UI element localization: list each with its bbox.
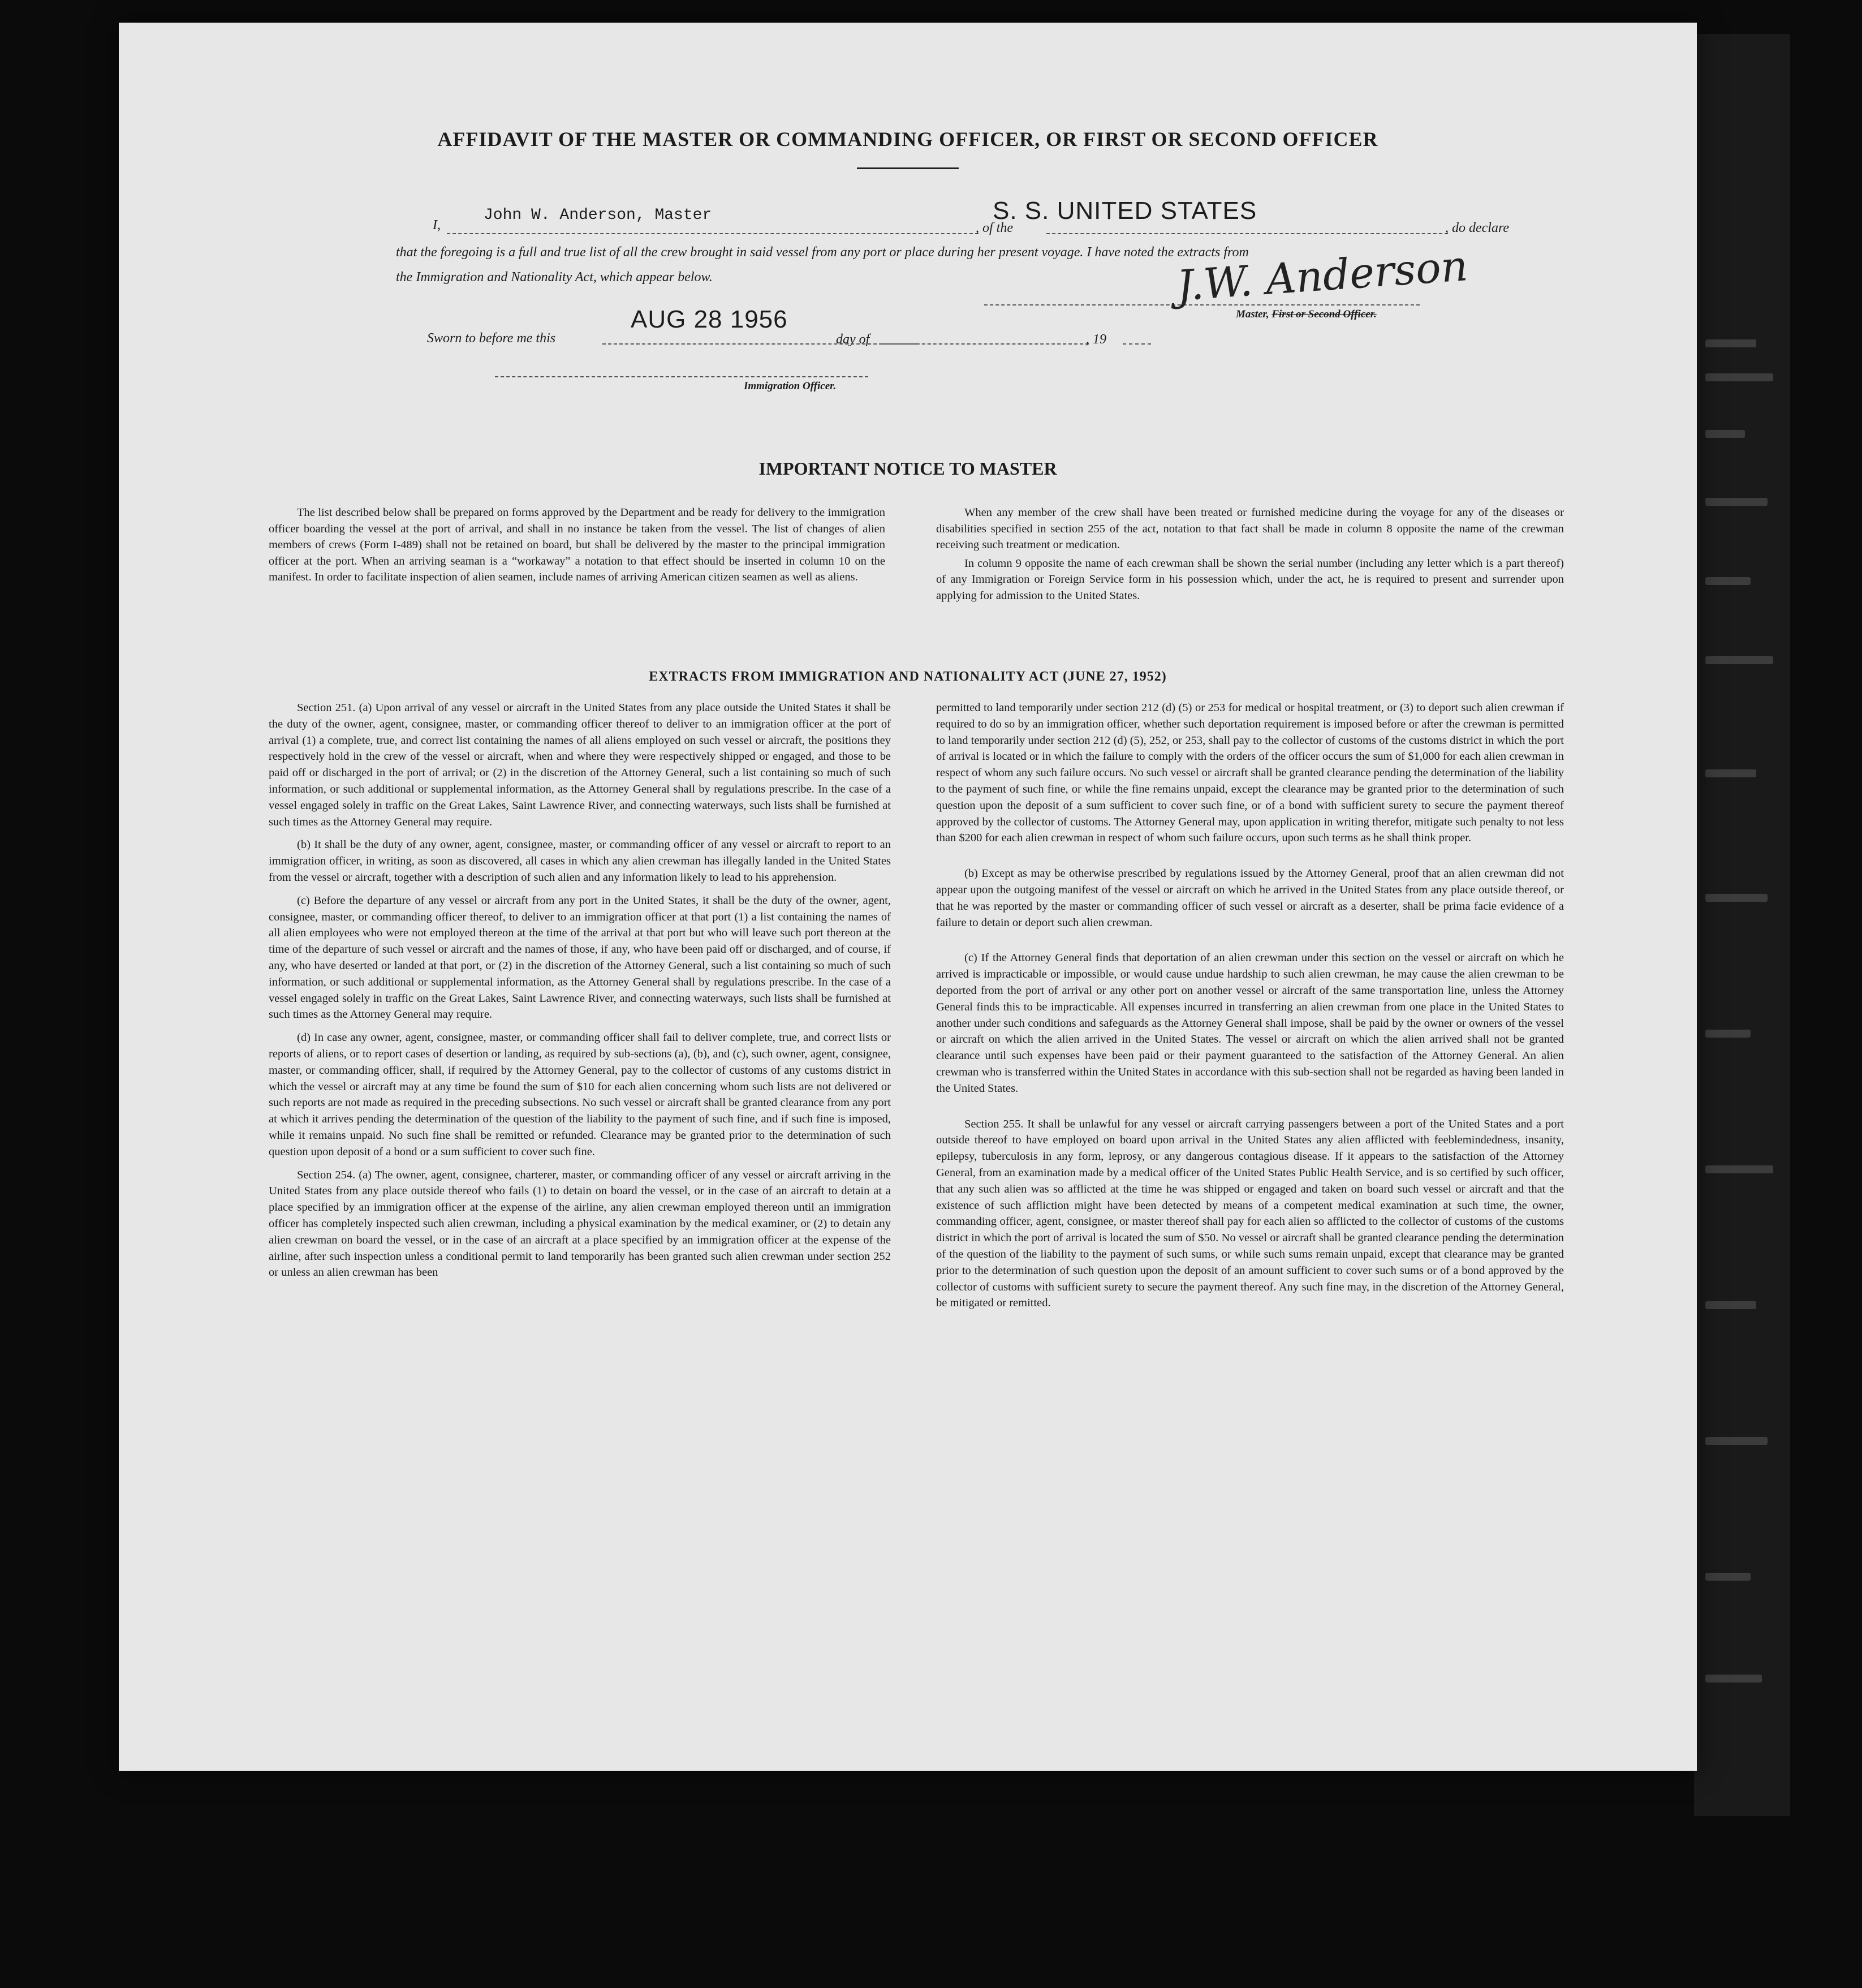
notice-left-column (269, 505, 885, 588)
affidavit-title: AFFIDAVIT OF THE MASTER OR COMMANDING OFFICER, OR FIRST OR SECOND OFFICER (437, 128, 1378, 150)
vessel-name-stamp: S. S. UNITED STATES (993, 197, 1257, 225)
immigration-officer-label: Immigration Officer. (744, 380, 837, 392)
signature-caption-master: Master, (1236, 308, 1269, 320)
notice-right-column (936, 505, 1564, 606)
notice-right-paragraph-1: When any member of the crew shall have been treated or furnished medicine during the voyage for any of the diseases or disabilities specified in section 255 of the act, notation to that fact shall be made in column 8 opposite the name of the crewman receiving such treatment or medication. (936, 506, 1564, 552)
title-divider (857, 167, 959, 169)
master-signature: J.W. Anderson (1175, 242, 1469, 311)
notice-title: IMPORTANT NOTICE TO MASTER (758, 458, 1057, 479)
section-255: Section 255. It shall be unlawful for any vessel or aircraft carrying passengers between a port of the United States and a port outside thereof to have employed on board upon arrival in the United States any alien afflicted with feeblemindedness, insanity, epilepsy, tuberculosis in any form, leprosy, or any dangerous contagious disease. If it appears to the satisfaction of the Attorney General, from an examination made by a medical officer of the United States Public Health Service, and is so certified by such officer, that any such alien was so afflicted at the time he was shipped or engaged and taken on board such vessel or aircraft and that the existence of such affliction might have been detected by means of a competent medical examination at such time, the owner, commanding officer, agent, consignee, or master thereof shall pay for each alien so afflicted to the collector of customs of the customs district in which the port of arrival is located the sum of $50. No vessel or aircraft shall be granted clearance pending the determination of the question of the liability to the payment of such sums, or while such sums remain unpaid, except that clearance may be granted prior to the determination of such question upon the deposit of an amount sufficient to cover such sums or of a bond approved by the collector of customs with sufficient surety to secure the payment thereof. Any such fine may, in the discretion of the Attorney General, be mitigated or remitted. (936, 1117, 1564, 1310)
vessel-line (1046, 233, 1448, 234)
sworn-label: Sworn to before me this (427, 331, 556, 346)
month-line (882, 343, 1089, 345)
section-251-c: (c) Before the departure of any vessel or aircraft from any port in the United States, it shall be the duty of the owner, agent, consignee, master, or commanding officer thereof, to deliver to an immigration officer at that port (1) a list containing the names of all alien employees who were not employed thereon at the time of the arrival at that port but who will leave such port thereon at the time of the departure of such vessel or aircraft and the names of those, if any, who have been paid off or discharged, and of course, if any, who have deserted or landed at that port, or (2) in the discretion of the Attorney General, such a list containing so much of such information, or such additional or supplemental information, as the Attorney General shall by regulations prescribe. In the case of a vessel engaged solely in traffic on the Great Lakes, Saint Lawrence River, and connecting waterways, such lists shall be furnished at such times as the Attorney General may require. (269, 894, 891, 1021)
signature-caption-struck: First or Second Officer. (1271, 308, 1377, 320)
master-name-typed: John W. Anderson, Master (484, 206, 712, 224)
document-page (119, 23, 1697, 1771)
notice-right-paragraph-2: In column 9 opposite the name of each crewman shall be shown the serial number (including any letter which is a part thereof) of any Immigration or Foreign Service form in his possession which, under the act, he is required to present and surrender upon applying for admission to the United States. (936, 557, 1564, 602)
section-254-a-continued: permitted to land temporarily under section 212 (d) (5) or 253 for medical or hospital treatment, or (3) to deport such alien crewman if required to do so by an immigration officer, whether such deportation requirement is imposed before or after the crewman is permitted to land temporarily under section 212 (d) (5), 252, or 253, shall pay to the collector of customs of the customs district in which the port of arrival is located or in which the failure to comply with the orders of the officer occurs the sum of $1,000 for each alien crewman in respect of whom any such failure occurs. No such vessel or aircraft shall be granted clearance pending the determination of the liability to the payment of such fine, or while the fine remains unpaid, except the clearance may be granted prior to the determination of such question upon the deposit of a sum sufficient to cover such fine, or of a bond with sufficient surety to secure the payment thereof approved by the collector of customs. The Attorney General may, upon application in writing therefor, mitigate such penalty to not less than $200 for each alien crewman in respect of whom such failure occurs, upon such terms as he shall think proper. (936, 702, 1564, 845)
extracts-left-column (269, 700, 891, 1288)
extracts-right-column (936, 700, 1564, 1318)
signature-caption (1236, 308, 1377, 321)
section-251-a: Section 251. (a) Upon arrival of any vessel or aircraft in the United States from any place outside the United States it shall be the duty of the owner, agent, consignee, master, or commanding officer thereof to deliver to an immigration officer at the port of arrival (1) a complete, true, and correct list containing the names of all aliens employed on such vessel or aircraft, the positions they respectively hold in the crew of the vessel or aircraft, when and where they were respectively shipped or engaged, and those to be paid off or discharged in the port of arrival; or (2) in the discretion of the Attorney General, such a list containing so much of such information, or such additional or supplemental information, as the Attorney General shall by regulations prescribe. In the case of a vessel engaged solely in traffic on the Great Lakes, Saint Lawrence River, and connecting waterways, such lists shall be furnished at such times as the Attorney General may require. (269, 702, 891, 828)
section-254-c: (c) If the Attorney General finds that deportation of an alien crewman under this section on the vessel or aircraft on which he arrived is impracticable or impossible, or would cause undue hardship to such alien crewman, he may cause the alien crewman to be deported from the port of arrival or any other port on another vessel or aircraft of the same transportation line, unless the Attorney General finds this to be impracticable. All expenses incurred in transferring an alien crewman from one place in the United States to another under such conditions and safeguards as the Attorney General shall impose, shall be paid by the owner or owners of the vessel or aircraft on which the alien arrived in the United States. The vessel or aircraft on which the alien arrived shall not be granted clearance until such expenses have been paid or their payment guaranteed to the satisfaction of the Attorney General. An alien crewman who is transferred within the United States in accordance with this sub-section shall not be regarded as having been landed in the United States. (936, 952, 1564, 1095)
immigration-officer-line (495, 376, 868, 377)
year-label: , 19 (1086, 332, 1106, 347)
section-251-b: (b) It shall be the duty of any owner, agent, consignee, master, or commanding officer of any vessel or aircraft to report to an immigration officer, in writing, as soon as discovered, all cases in which any alien crewman has illegally landed in the United States from the vessel or aircraft, together with a description of such alien and any information likely to lead to his apprehension. (269, 838, 891, 884)
extracts-title: EXTRACTS FROM IMMIGRATION AND NATIONALITY ACT (JUNE 27, 1952) (649, 669, 1167, 684)
day-of-label: day of (836, 332, 870, 347)
section-254-a: Section 254. (a) The owner, agent, consignee, charterer, master, or commanding officer of any vessel or aircraft arriving in the United States from any place outside thereof who fails (1) to detain on board the vessel, or in the case of an aircraft to detain at a place specified by an immigration officer at the expense of the airline, any alien crewman employed thereon until an immigration officer has completely inspected such alien crewman, including a physical examination by the medical examiner, or (2) to detain any alien crewman on board the vessel, or in the case of an aircraft at a place specified by an immigration officer at the expense of the airline, after such inspection unless a conditional permit to land temporarily has been granted such alien crewman under section 252 or unless an alien crewman has been (269, 1168, 891, 1279)
underlying-manifest-sheet (1694, 34, 1790, 1816)
i-label: I, (433, 218, 441, 233)
affidavit-statement-line2: the Immigration and Nationality Act, which appear below. (396, 270, 713, 285)
affidavit-statement-line1: that the foregoing is a full and true list of all the crew brought in said vessel from any port or place during her present voyage. I have noted the extracts from (396, 245, 1249, 260)
of-the-label: , of the (976, 221, 1013, 235)
do-declare-label: , do declare (1445, 221, 1510, 235)
year-line (1123, 343, 1151, 345)
notice-left-paragraph: The list described below shall be prepared on forms approved by the Department and be ready for delivery to the immigration officer boarding the vessel at the port of arrival, and shall in no instance be taken from the vessel. The list of changes of alien members of crews (Form I-489) shall not be retained on board, but shall be delivered by the master to the principal immigration officer at the port. When an arriving seaman is a “workaway” a notation to that effect should be inserted in column 10 on the manifest. In order to facilitate inspection of alien seamen, include names of arriving American citizen seamen as well as aliens. (269, 506, 885, 584)
section-251-d: (d) In case any owner, agent, consignee, master, or commanding officer shall fail to deliver complete, true, and correct lists or reports of aliens, or to report cases of desertion or landing, as required by sub-sections (a), (b), and (c), such owner, agent, consignee, master, or commanding officer, shall, if required by the Attorney General, pay to the collector of customs of any customs district in which the vessel or aircraft may at any time be found the sum of $10 for each alien concerning whom such lists are not delivered or such reports are not made as required in the preceding subsections. No such vessel or aircraft shall be granted clearance from any port at which it arrives pending the determination of the question of the liability to the payment of such fine, and if such fine is imposed, while it remains unpaid. No such fine shall be remitted or refunded. Clearance may be granted prior to the determination of such question upon deposit of a bond or a sum sufficient to cover such fine. (269, 1031, 891, 1158)
section-254-b: (b) Except as may be otherwise prescribed by regulations issued by the Attorney General, proof that an alien crewman did not appear upon the outgoing manifest of the vessel or aircraft on which he arrived in the United States from any place outside thereof, or that he was reported by the master or commanding officer of such vessel or aircraft as a deserter, shall be prima facie evidence of a failure to detain or deport such alien crewman. (936, 867, 1564, 929)
sworn-date-stamp: AUG 28 1956 (631, 305, 788, 333)
name-line (447, 233, 979, 234)
